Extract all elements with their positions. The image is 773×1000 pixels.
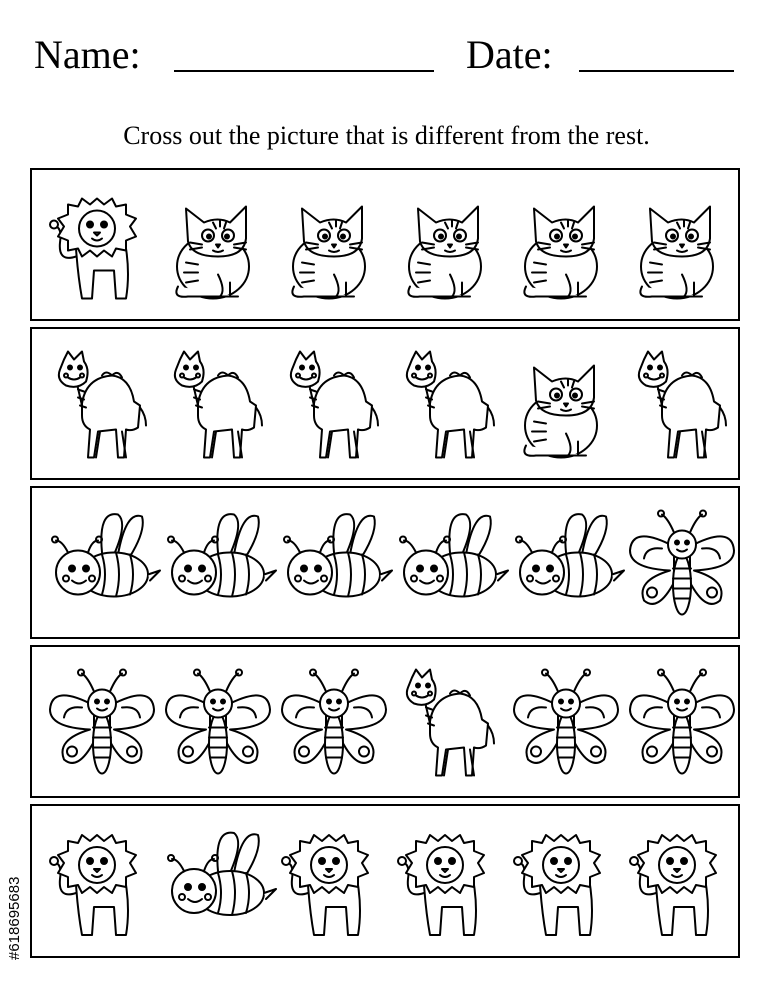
lion-picture[interactable]: [630, 835, 716, 935]
butterfly-picture[interactable]: [50, 670, 154, 774]
butterfly-picture[interactable]: [630, 511, 734, 615]
camel-picture[interactable]: [175, 352, 262, 458]
cat-picture[interactable]: [408, 207, 481, 299]
lion-picture[interactable]: [398, 835, 484, 935]
cat-picture[interactable]: [640, 207, 713, 299]
cat-picture[interactable]: [176, 207, 249, 299]
camel-picture[interactable]: [407, 352, 494, 458]
cat-picture[interactable]: [524, 366, 597, 458]
camel-picture[interactable]: [639, 352, 726, 458]
stock-id-watermark: [6, 760, 26, 960]
camel-picture[interactable]: [407, 670, 494, 776]
bee-picture[interactable]: [168, 514, 276, 596]
header: [34, 30, 744, 80]
bee-picture[interactable]: [168, 833, 276, 915]
row-1: [30, 168, 740, 321]
cat-picture[interactable]: [292, 207, 365, 299]
row-4: [30, 645, 740, 798]
camel-picture[interactable]: [59, 352, 146, 458]
row-5: [30, 804, 740, 958]
row-3: [30, 486, 740, 639]
bee-picture[interactable]: [52, 514, 160, 596]
lion-picture[interactable]: [50, 835, 136, 935]
butterfly-picture[interactable]: [166, 670, 270, 774]
bee-picture[interactable]: [284, 514, 392, 596]
lion-picture[interactable]: [514, 835, 600, 935]
camel-picture[interactable]: [291, 352, 378, 458]
butterfly-picture[interactable]: [282, 670, 386, 774]
date-line[interactable]: [579, 70, 734, 72]
butterfly-picture[interactable]: [630, 670, 734, 774]
butterfly-picture[interactable]: [514, 670, 618, 774]
row-2: [30, 327, 740, 480]
stock-id-text: #618695683: [6, 876, 23, 960]
cat-picture[interactable]: [524, 207, 597, 299]
name-label: Name:: [34, 32, 141, 77]
instruction-text: Cross out the picture that is different from the rest.: [123, 121, 650, 150]
lion-picture[interactable]: [50, 199, 136, 299]
date-label: Date:: [466, 32, 553, 77]
bee-picture[interactable]: [400, 514, 508, 596]
name-line[interactable]: [174, 70, 434, 72]
lion-picture[interactable]: [282, 835, 368, 935]
bee-picture[interactable]: [516, 514, 624, 596]
